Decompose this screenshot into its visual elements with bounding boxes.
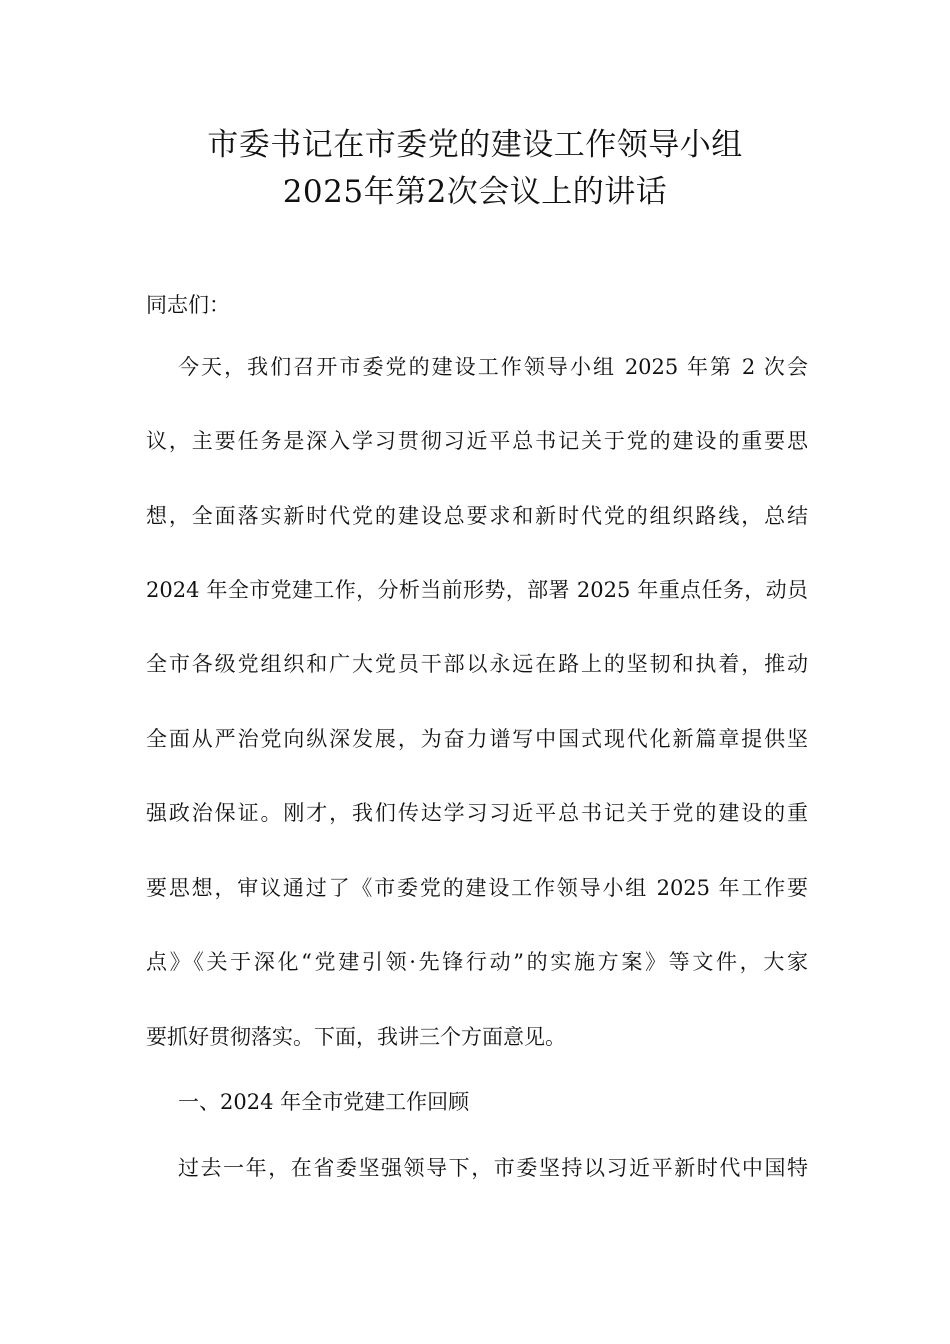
title-line-2: 2025年第2次会议上的讲话 xyxy=(282,174,668,210)
salutation: 同志们： xyxy=(146,293,230,317)
title-line-1: 市委书记在市委党的建设工作领导小组 xyxy=(207,127,743,163)
section-body-line: 过去一年，在省委坚强领导下，市委坚持以习近平新时代中国特 xyxy=(178,1156,808,1180)
document-title xyxy=(0,122,950,216)
body-line: 要抓好贯彻落实。下面，我讲三个方面意见。 xyxy=(146,1025,566,1049)
body-line: 全市各级党组织和广大党员干部以永远在路上的坚韧和执着，推动 xyxy=(146,652,808,676)
body-line: 全面从严治党向纵深发展，为奋力谱写中国式现代化新篇章提供坚 xyxy=(146,727,808,751)
body-line: 今天，我们召开市委党的建设工作领导小组 2025 年第 2 次会 xyxy=(178,355,808,379)
body-line: 想，全面落实新时代党的建设总要求和新时代党的组织路线，总结 xyxy=(146,504,808,528)
body-line: 2024 年全市党建工作，分析当前形势，部署 2025 年重点任务，动员 xyxy=(146,578,808,602)
body-line: 强政治保证。刚才，我们传达学习习近平总书记关于党的建设的重 xyxy=(146,801,808,825)
body-line: 要思想，审议通过了《市委党的建设工作领导小组 2025 年工作要 xyxy=(146,876,808,900)
body-line: 点》《关于深化“党建引领·先锋行动”的实施方案》等文件，大家 xyxy=(146,950,808,974)
body-line: 议，主要任务是深入学习贯彻习近平总书记关于党的建设的重要思 xyxy=(146,429,808,453)
section-heading: 一、2024 年全市党建工作回顾 xyxy=(178,1090,470,1114)
